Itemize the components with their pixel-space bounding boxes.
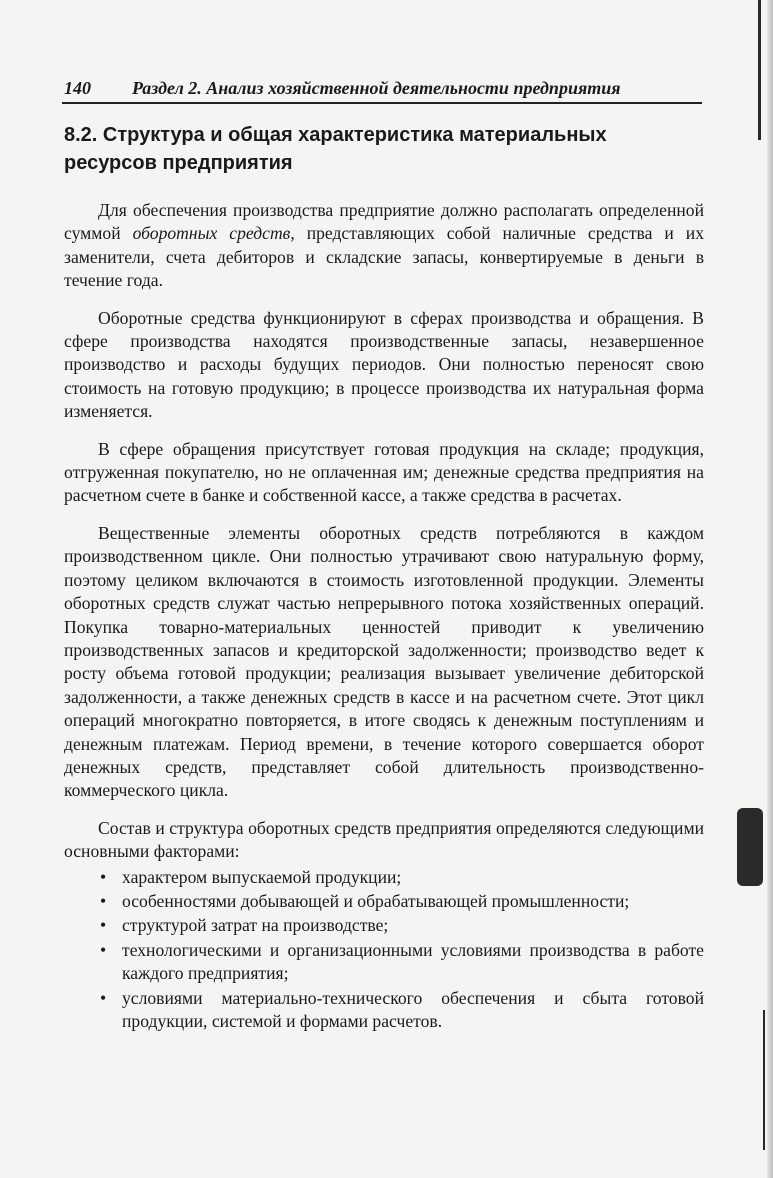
paragraph-1: Для обеспечения производства предприятие должно располагать определенной суммой оборотных средств, представляющих собой наличные средства и их заменители, счета дебиторов и складские запасы, конвертируемые в деньги в течение года. xyxy=(64,200,704,291)
bullet-icon: • xyxy=(100,939,107,960)
paragraph-5: Состав и структура оборотных средств предприятия определяются следующими основными факторами: xyxy=(64,817,704,862)
list-item: • структурой затрат на производстве; xyxy=(64,914,704,937)
bullet-icon: • xyxy=(100,866,107,887)
list-item: • технологическими и организационными условиями производства в работе каждого предприятия; xyxy=(100,939,704,984)
bullet-icon: • xyxy=(100,890,107,911)
paragraph-2: Оборотные средства функционируют в сферах производства и обращения. В сфере производства находятся производственные запасы, незавершенное производство и расходы будущих периодов. Они полностью переносят свою стоимость на готовую продукцию; в процессе производства их натуральная форма изменяется. xyxy=(64,307,704,422)
running-title: Раздел 2. Анализ хозяйственной деятельности предприятия xyxy=(132,78,621,98)
list-item: • особенностями добывающей и обрабатывающей промышленности; xyxy=(64,890,704,913)
body-text xyxy=(64,199,704,1034)
list-item: • характером выпускаемой продукции; xyxy=(64,866,704,889)
scan-mark-top xyxy=(758,0,761,140)
scan-edge xyxy=(767,0,773,1178)
bullet-icon: • xyxy=(100,987,107,1008)
paragraph-4: Вещественные элементы оборотных средств потребляются в каждом производственном цикле. Они полностью утрачивают свою натуральную форму, поэтому целиком включаются в стоимость изготовленной продукции. Элементы оборотных средств служат частью непрерывного потока хозяйственных операций. Покупка товарно-материальных ценностей приводит к увеличению производственных запасов и кредиторской задолженности; производство ведет к росту объема готовой продукции; реализация вызывает увеличение дебиторской задолженности, а также денежных средств в кассе и на расчетном счете. Этот цикл операций многократно повторяется, в итоге сводясь к денежным поступлениям и денежным платежам. Период времени, в течение которого совершается оборот денежных средств, представляет собой длительность производственно-коммерческого цикла. xyxy=(64,522,704,801)
scan-mark-middle xyxy=(737,808,763,886)
page-number: 140 xyxy=(64,78,91,98)
section-title: 8.2. Структура и общая характеристика материальных ресурсов предприятия xyxy=(64,124,607,174)
list-item: • условиями материально-технического обеспечения и сбыта готовой продукции, системой и формами расчетов. xyxy=(100,987,704,1031)
bullet-icon: • xyxy=(100,915,107,936)
paragraph-3: В сфере обращения присутствует готовая продукция на складе; продукция, отгруженная покупателю, но не оплаченная им; денежные средства предприятия на расчетном счете в банке и собственной кассе, а также средства в расчетах. xyxy=(64,438,704,506)
factors-list xyxy=(64,866,704,1034)
scan-mark-bottom xyxy=(763,1010,765,1150)
running-header xyxy=(62,76,702,104)
term-working-capital: оборотных средств xyxy=(132,223,291,244)
